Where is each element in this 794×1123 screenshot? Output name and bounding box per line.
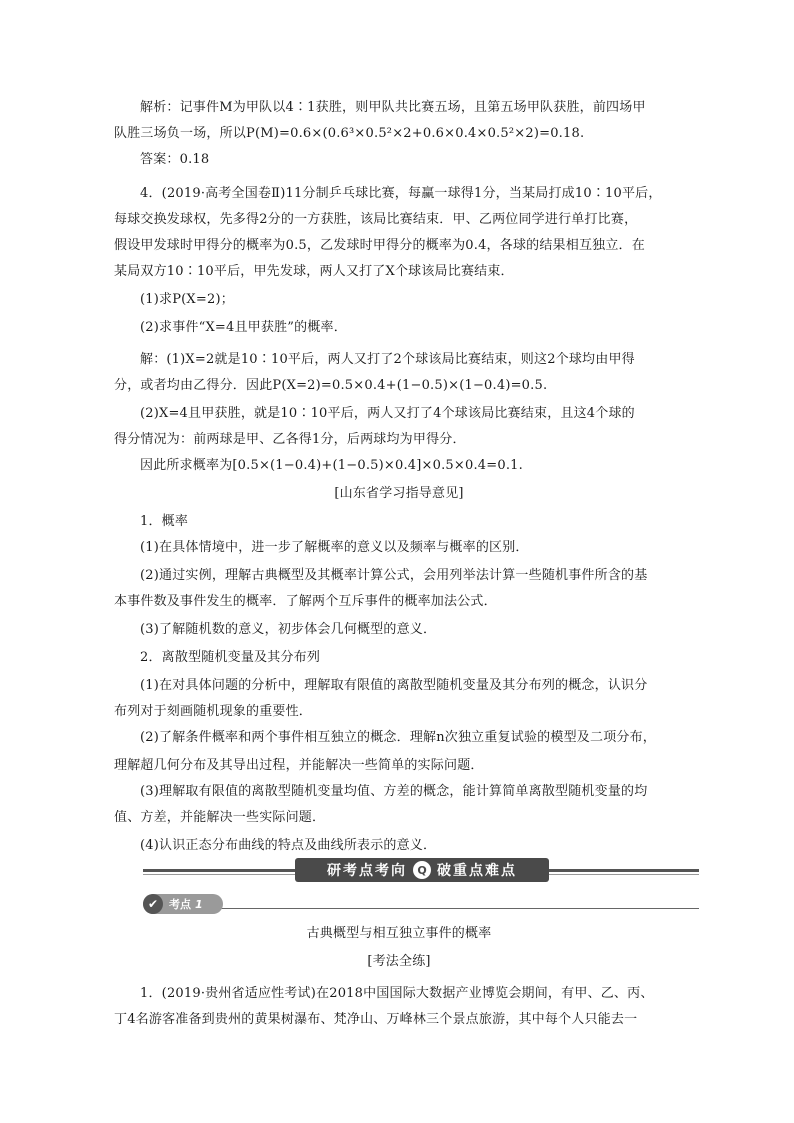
text-line: (3)了解随机数的意义，初步体会几何概型的意义． — [140, 622, 437, 637]
text-line: (2)了解条件概率和两个事件相互独立的概念．理解n次独立重复试验的模型及二项分布， — [140, 730, 656, 745]
banner-left-text: 研考点考向 — [327, 863, 407, 879]
text-line: 每球交换发球权，先多得2分的一方获胜，该局比赛结束．甲、乙两位同学进行单打比赛， — [114, 212, 638, 227]
text-line: (1)在对具体问题的分析中，理解取有限值的离散型随机变量及其分布列的概念，认识分 — [140, 678, 648, 693]
text-line: [山东省学习指导意见] — [334, 486, 464, 501]
text-line: (1)求P(X=2)； — [140, 292, 234, 307]
text-line: 队胜三场负一场，所以P(M)=0.6×(0.6³×0.5²×2+0.6×0.4×0.5²×2)=0.18. — [114, 126, 585, 141]
section-banner — [143, 858, 699, 882]
banner-right-text: 破重点难点 — [437, 863, 517, 879]
text-line: 丁4名游客准备到贵州的黄果树瀑布、梵净山、万峰林三个景点旅游，其中每个人只能去一 — [114, 1012, 638, 1027]
text-line: 因此所求概率为[0.5×(1−0.4)+(1−0.5)×0.4]×0.5×0.4=0.1. — [140, 458, 523, 473]
text-line: (1)在具体情境中，进一步了解概率的意义以及频率与概率的区别． — [140, 540, 529, 555]
text-line: 假设甲发球时甲得分的概率为0.5，乙发球时甲得分的概率为0.4，各球的结果相互独立．在 — [114, 238, 645, 253]
text-line: 理解超几何分布及其导出过程，并能解决一些简单的实际问题． — [114, 758, 484, 773]
text-line: 布列对于刻画随机现象的重要性． — [114, 704, 313, 719]
text-line: 2．离散型随机变量及其分布列 — [140, 650, 321, 665]
text-line: 解析：记事件M为甲队以4∶1获胜，则甲队共比赛五场，且第五场甲队获胜，前四场甲 — [140, 100, 646, 115]
banner-plate — [295, 858, 549, 882]
text-line: 得分情况为：前两球是甲、乙各得1分，后两球均为甲得分． — [114, 432, 466, 447]
section-title: 古典概型与相互独立事件的概率 — [306, 926, 492, 941]
banner-badge-icon: Q — [413, 861, 431, 879]
section-subtitle: [考法全练] — [367, 954, 431, 969]
text-line: (3)理解取有限值的离散型随机变量均值、方差的概念，能计算简单离散型随机变量的均 — [140, 784, 648, 799]
text-line: (2)X=4且甲获胜，就是10∶10平后，两人又打了4个球该局比赛结束，且这4个球的 — [140, 406, 635, 421]
text-line: (2)求事件“X=4且甲获胜”的概率． — [140, 320, 347, 335]
text-line: 1．(2019·贵州省适应性考试)在2018中国国际大数据产业博览会期间，有甲、乙、丙、 — [140, 986, 654, 1001]
text-line: 答案：0.18 — [140, 152, 210, 167]
kaodian-label: 考点 — [169, 898, 191, 911]
text-line: 分，或者均由乙得分．因此P(X=2)=0.5×0.4+(1−0.5)×(1−0.4)=0.5. — [114, 378, 548, 393]
kaodian-header — [143, 894, 699, 916]
text-line: 值、方差，并能解决一些实际问题． — [114, 810, 326, 825]
text-line: 解：(1)X=2就是10∶10平后，两人又打了2个球该局比赛结束，则这2个球均由甲得 — [140, 352, 635, 367]
text-line: (2)通过实例，理解古典概型及其概率计算公式，会用列举法计算一些随机事件所含的基 — [140, 568, 648, 583]
text-line: (4)认识正态分布曲线的特点及曲线所表示的意义． — [140, 838, 437, 853]
text-line: 本事件数及事件发生的概率．了解两个互斥事件的概率加法公式． — [114, 594, 497, 609]
checkmark-icon: ✔ — [143, 894, 163, 914]
text-line: 某局双方10∶10平后，甲先发球，两人又打了X个球该局比赛结束． — [114, 264, 514, 279]
kaodian-number: 1 — [195, 897, 203, 911]
text-line: 4．(2019·高考全国卷Ⅱ)11分制乒乓球比赛，每赢一球得1分，当某局打成10∶10平后， — [140, 186, 662, 201]
kaodian-tag — [143, 894, 223, 914]
kaodian-rule — [203, 908, 699, 909]
text-line: 1．概率 — [140, 514, 189, 529]
